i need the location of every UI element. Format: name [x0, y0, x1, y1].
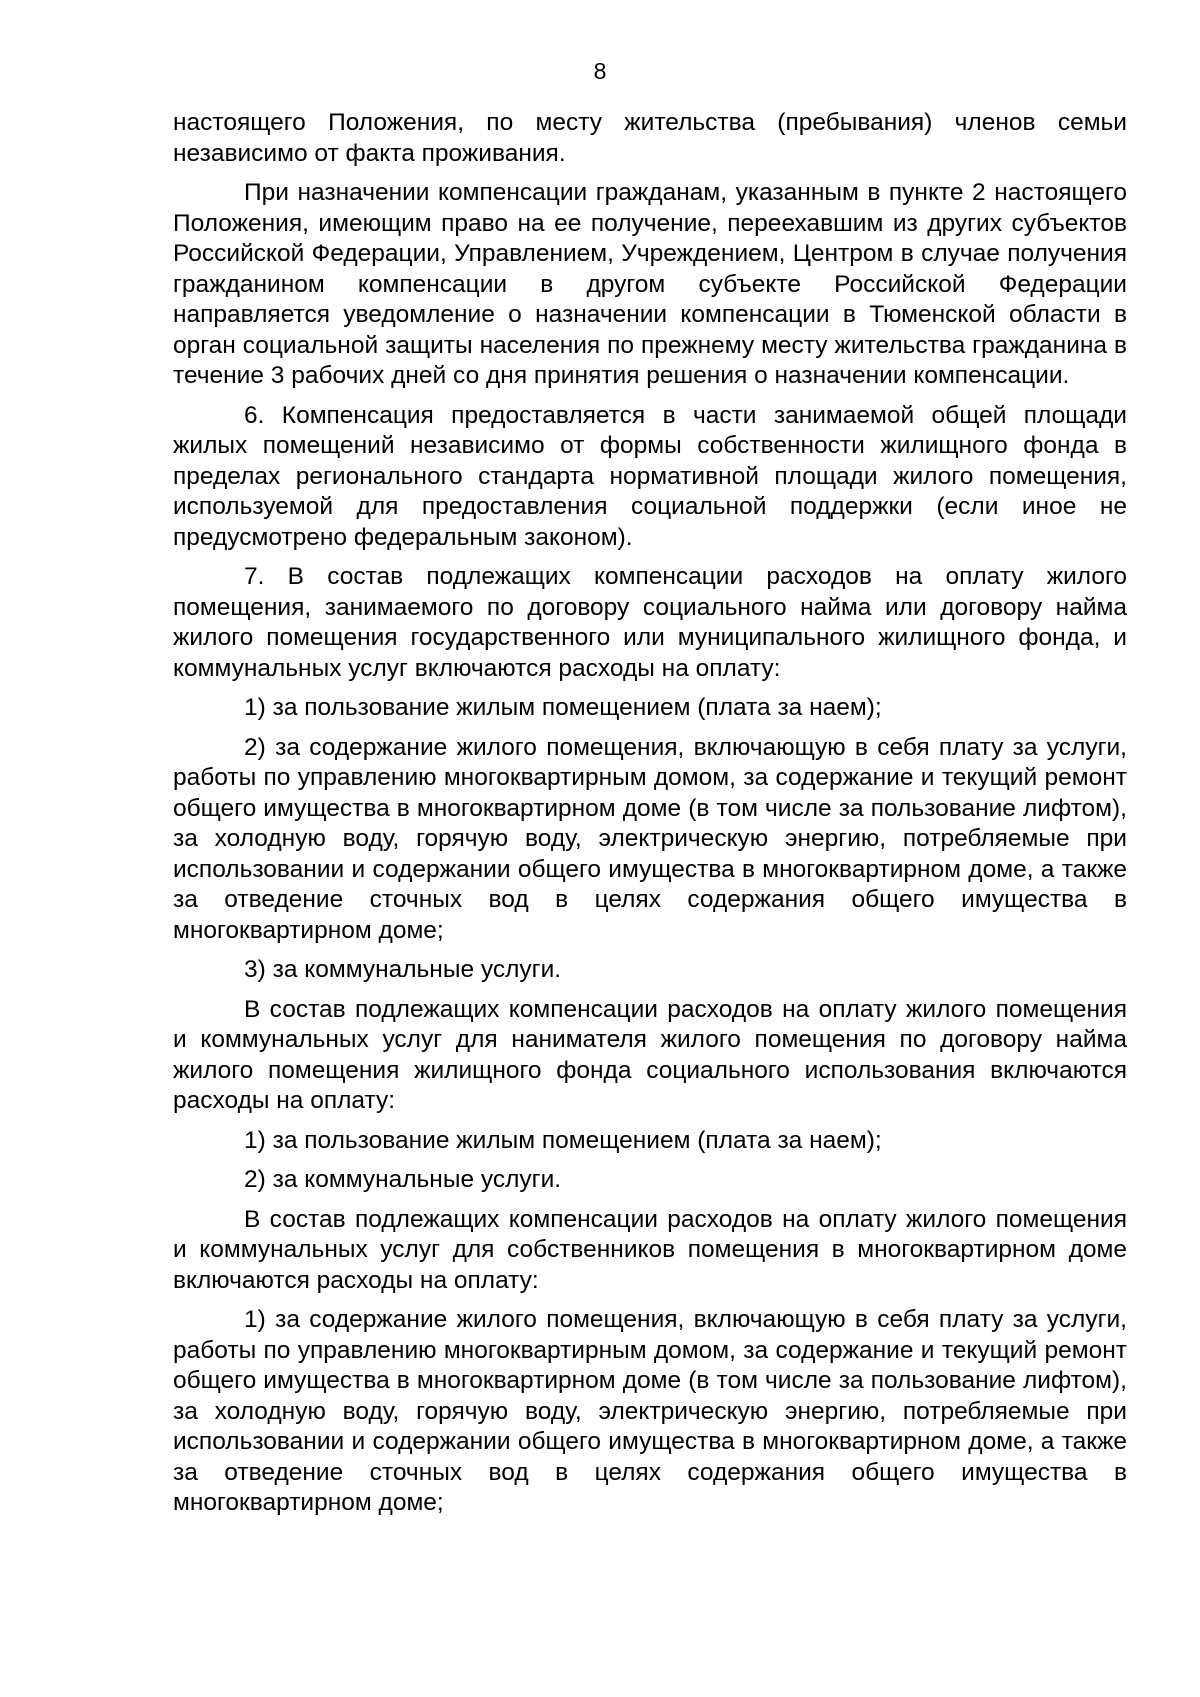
list-item-rent-social: 1) за пользование жилым помещением (плата за наем); — [244, 1126, 882, 1154]
paragraph-owners: В состав подлежащих компенсации расходов на оплату жилого помещения и коммунальных услуг для собственников помещения в многоквартирном доме включаются расходы на оплату: — [173, 1205, 1127, 1294]
list-item-utilities: 3) за коммунальные услуги. — [244, 956, 562, 983]
list-item-maintenance: 2) за содержание жилого помещения, включающую в себя плату за услуги, работы по управлению многоквартирным домом, за содержание и текущий ремонт общего имущества в многоквартирном доме (в том числе за пользование лифтом), за холодную воду, горячую воду, электрическую энергию, потребляемые при использовании и содержании общего имущества в многоквартирном доме, а также за отведение сточных вод в целях содержания общего имущества в многоквартирном доме; — [173, 733, 1127, 944]
list-item-rent: 1) за пользование жилым помещением (плата за наем); — [244, 694, 882, 721]
page-number: 8 — [593, 58, 607, 84]
paragraph-clause-7: 7. В состав подлежащих компенсации расходов на оплату жилого помещения, занимаемого по договору социального найма или договору найма жилого помещения государственного или муниципального жилищного фонда, и коммунальных услуг включаются расходы на оплату: — [173, 563, 1127, 682]
paragraph-social-use-tenant: В состав подлежащих компенсации расходов на оплату жилого помещения и коммунальных услуг для нанимателя жилого помещения по договору найма жилого помещения жилищного фонда социального использования включаются расходы на оплату: — [173, 995, 1127, 1114]
paragraph-compensation-notice: При назначении компенсации гражданам, указанным в пункте 2 настоящего Положения, имеющим право на ее получение, переехавшим из других субъектов Российской Федерации, Управлением, Учреждением, Центром в случае получения гражданином компенсации в другом субъекте Российской Федерации направляется уведомление о назначении компенсации в Тюменской области в орган социальной защиты населения по прежнему месту жительства гражданина в течение 3 рабочих дней со дня принятия решения о назначении компенсации. — [173, 179, 1127, 389]
list-item-maintenance-owners: 1) за содержание жилого помещения, включающую в себя плату за услуги, работы по управлению многоквартирным домом, за содержание и текущий ремонт общего имущества в многоквартирном доме (в том числе за пользование лифтом), за холодную воду, горячую воду, электрическую энергию, потребляемые при использовании и содержании общего имущества в многоквартирном доме, а также за отведение сточных вод в целях содержания общего имущества в многоквартирном доме; — [173, 1306, 1127, 1516]
document-body — [173, 108, 1127, 1528]
list-item-utilities-social: 2) за коммунальные услуги. — [244, 1166, 562, 1193]
paragraph-continuation: настоящего Положения, по месту жительства (пребывания) членов семьи независимо от факта проживания. — [173, 109, 1127, 167]
paragraph-clause-6: 6. Компенсация предоставляется в части занимаемой общей площади жилых помещений независимо от формы собственности жилищного фонда в пределах регионального стандарта нормативной площади жилого помещения, используемой для предоставления социальной поддержки (если иное не предусмотрено федеральным законом). — [173, 401, 1127, 551]
